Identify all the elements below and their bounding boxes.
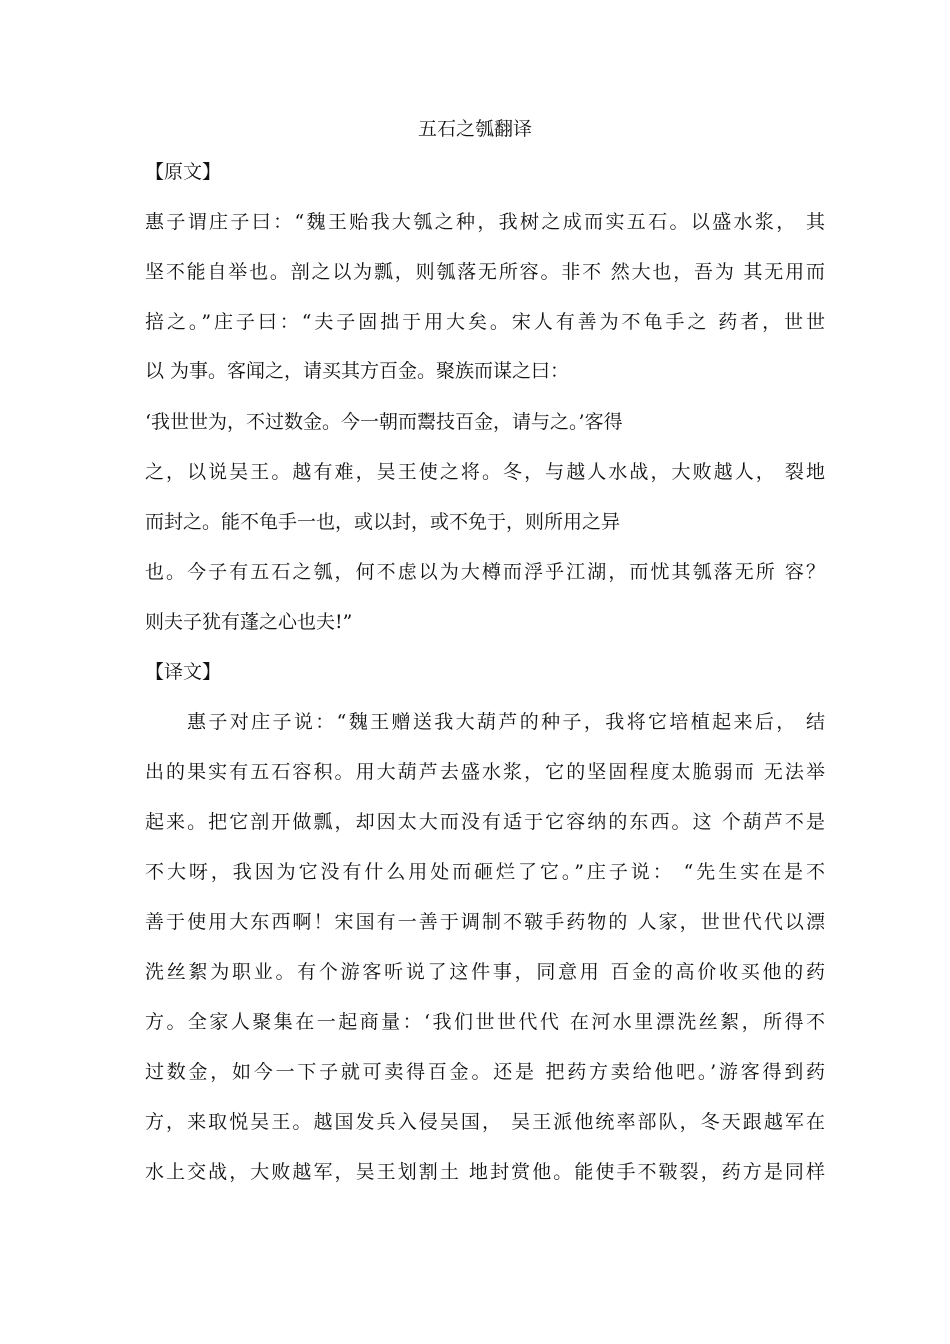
translation-line: 水上交战，大败越军，吴王划割土 地封赏他。能使手不皲裂，药方是同样 [145,1161,825,1183]
translation-line: 方，来取悦吴王。越国发兵入侵吴国， 吴王派他统率部队，冬天跟越军在 [145,1111,825,1133]
translation-line: 善于使用大东西啊！宋国有一善于调制不皲手药物的 人家，世世代代以漂 [145,911,825,933]
original-line: 也。今子有五石之瓠，何不虑以为大樽而浮乎江湖，而忧其瓠落无所 容？ [145,561,825,583]
original-line: 而封之。能不龟手一也，或以封，或不免于，则所用之异 [145,511,621,533]
translation-line: 惠子对庄子说：“魏王赠送我大葫芦的种子，我将它培植起来后， 结 [187,711,825,733]
translation-heading: 【译文】 [145,661,222,683]
original-line: 掊之。”庄子曰：“夫子固拙于用大矣。宋人有善为不龟手之 药者，世世 [145,311,825,333]
translation-line: 过数金，如今一下子就可卖得百金。还是 把药方卖给他吧。’游客得到药 [145,1061,825,1083]
translation-line: 方。全家人聚集在一起商量：‘我们世世代代 在河水里漂洗丝絮，所得不 [145,1011,825,1033]
translation-line: 洗丝絮为职业。有个游客听说了这件事，同意用 百金的高价收买他的药 [145,961,825,983]
translation-line: 起来。把它剖开做瓢，却因太大而没有适于它容纳的东西。这 个葫芦不是 [145,811,825,833]
original-line: 之，以说吴王。越有难，吴王使之将。冬，与越人水战，大败越人， 裂地 [145,461,825,483]
original-line: 惠子谓庄子曰：“魏王贻我大瓠之种，我树之成而实五石。以盛水浆， 其 [145,211,825,233]
original-line: 坚不能自举也。剖之以为瓢，则瓠落无所容。非不 然大也，吾为 其无用而 [145,261,825,283]
document-title: 五石之瓠翻译 [417,118,532,140]
original-line: 则夫子犹有蓬之心也夫!” [145,611,353,633]
translation-line: 出的果实有五石容积。用大葫芦去盛水浆，它的坚固程度太脆弱而 无法举 [145,761,825,783]
original-line: 以 为事。客闻之，请买其方百金。聚族而谋之曰： [145,360,570,382]
original-heading: 【原文】 [145,161,222,183]
translation-line: 不大呀，我因为它没有什么用处而砸烂了它。”庄子说： “先生实在是不 [145,861,825,883]
original-line: ‘我世世为，不过数金。今一朝而鬻技百金，请与之。’客得 [145,411,623,433]
